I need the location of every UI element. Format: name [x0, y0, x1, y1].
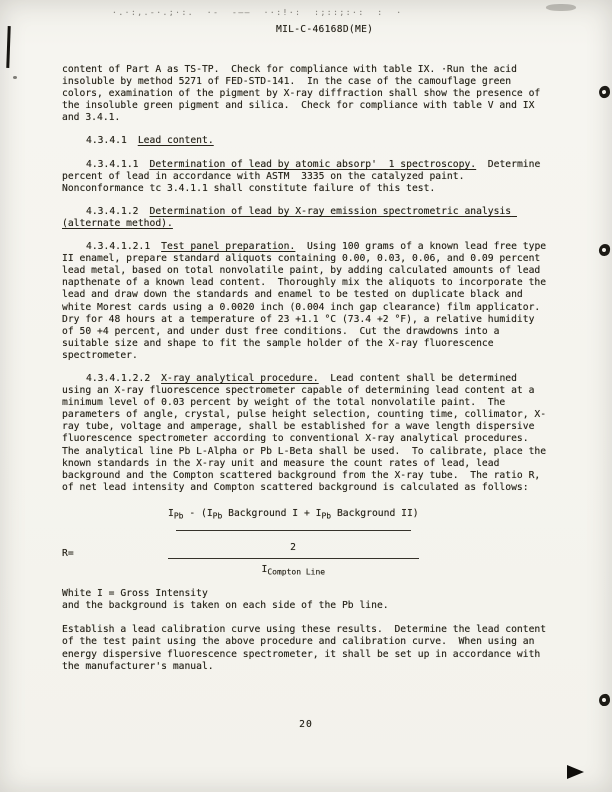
fraction-bar-main	[168, 558, 419, 559]
section-4-3-4-1-2	[62, 206, 550, 230]
scan-mark-left-bar	[6, 26, 10, 68]
formula-background-1: Background I +	[222, 507, 316, 519]
subscript-pb: Pb	[212, 511, 223, 521]
section-4-3-4-1-2-1	[62, 241, 550, 362]
section-text: Determine percent of lead in accordance with ASTM 3335 on the catalyzed paint. Nonconformance tc 3.4.1.1 shall constitute failure of this test.	[62, 158, 547, 194]
scan-mark-right-bottom	[599, 694, 611, 707]
formula-block	[62, 508, 550, 578]
subscript-pb: Pb	[321, 511, 332, 521]
section-number: 4.3.4.1.2.1	[86, 241, 151, 253]
section-text: Lead content shall be determined using an X-ray fluorescence spectrometer capable of determining lead content at a minimum level of 0.03 percent by weight of the total nonvolatile paint. The parameters of angle, crystal, pulse height selection, counting time, collimator, X-ray tube, voltage and amperage, shall be established for a wave length dispersive fluorescence spectrometer according to conventional X-ray analytical procedures. The analytical line Pb L-Alpha or Pb L-Beta shall be used. To calibrate, place the known standards in the X-ray unit and measure the count rates of lead, lead background and the Compton scattered background from the X-ray tube. The ratio R, of net lead intensity and Compton scattered background is calculated as follows:	[62, 372, 552, 493]
section-4-3-4-1	[62, 135, 550, 147]
intro-text: content of Part A as TS-TP. Check for compliance with table IX. ·Run the acid insoluble by method 5271 of FED-STD-141. In the case of the camouflage green colors, examination of the pigment by X-ray diffraction shall show the presence of the insoluble green pigment and silica. Check for compliance with table V and IX and 3.4.1.	[62, 64, 547, 124]
scan-arrow-bottom-right	[567, 765, 584, 779]
formula-fraction	[168, 508, 419, 578]
scan-mark-left-dot	[13, 76, 17, 79]
section-title: Determination of lead by atomic absorp' 1 spectroscopy.	[149, 158, 477, 170]
intensity-symbol: I	[168, 507, 174, 519]
scan-mark-right-middle	[598, 244, 610, 257]
section-number: 4.3.4.1	[86, 135, 127, 147]
scan-noise-header: ·.·:,.-·.;·:. ·- -—— ··:!·: :;::;:·: : ·	[112, 8, 403, 17]
legend-line-2	[62, 600, 550, 612]
intensity-symbol: I	[206, 507, 213, 519]
page-body	[62, 64, 550, 684]
section-number: 4.3.4.1.2.2	[86, 372, 151, 384]
page-number: 20	[299, 719, 313, 730]
section-title: Determination of lead by X-ray emission spectrometric analysis (alternate method).	[62, 205, 517, 229]
paragraph-intro	[62, 64, 550, 124]
subscript-compton-line: Compton Line	[267, 567, 326, 577]
intensity-symbol: I	[261, 563, 268, 575]
document-id: MIL-C-46168D(ME)	[276, 24, 374, 35]
section-4-3-4-1-1	[62, 159, 550, 195]
gross-intensity-definition: White I = Gross Intensity	[62, 588, 208, 600]
background-definition: and the background is taken on each side of the Pb line.	[62, 600, 389, 612]
formula-operator: - (	[183, 507, 207, 519]
section-title: Lead content.	[137, 135, 214, 147]
section-title: X-ray analytical procedure.	[161, 372, 319, 384]
formula-r-label: R=	[62, 547, 74, 559]
scan-smudge-top-right	[546, 4, 576, 11]
subscript-pb: Pb	[173, 511, 184, 521]
intensity-symbol: I	[315, 507, 322, 519]
closing-text: Establish a lead calibration curve using these results. Determine the lead content of the test paint using the above procedure and calibration curve. When using an energy dispersive fluorescence spectrometer, it shall be set up in accordance with the manufacturer's manual.	[62, 624, 552, 672]
section-4-3-4-1-2-2	[62, 373, 550, 494]
formula-denominator	[168, 564, 419, 579]
formula-background-2: Background II)	[331, 507, 419, 519]
formula-inner-denominator: 2	[290, 541, 297, 553]
legend-line-1	[62, 588, 550, 600]
section-title: Test panel preparation.	[161, 241, 296, 253]
formula-legend	[62, 588, 550, 612]
scan-mark-right-top	[598, 85, 611, 98]
formula-numerator	[168, 508, 419, 523]
fraction-bar-inner	[176, 530, 411, 531]
section-number: 4.3.4.1.1	[86, 158, 139, 170]
section-text: Using 100 grams of a known lead free type II enamel, prepare standard aliquots containing 0.00, 0.03, 0.06, and 0.09 percent lead metal, based on total nonvolatile paint, by adding calculated amounts of lead napthenate of a known lead content. Thoroughly mix the aliquots to incorporate the lead and draw down the standards and enamel to be tested on duplicate black and white Morest cards using a 0.0020 inch (0.004 inch gap clearance) film applicator. Dry for 48 hours at a temperature of 23 +1.1 °C (73.4 +2 °F), a relative humidity of 50 +4 percent, and under dust free conditions. Cut the drawdowns into a suitable size and shape to fit the sample holder of the X-ray fluorescence spectrometer.	[62, 241, 552, 361]
paragraph-closing	[62, 624, 550, 672]
section-number: 4.3.4.1.2	[86, 205, 139, 217]
